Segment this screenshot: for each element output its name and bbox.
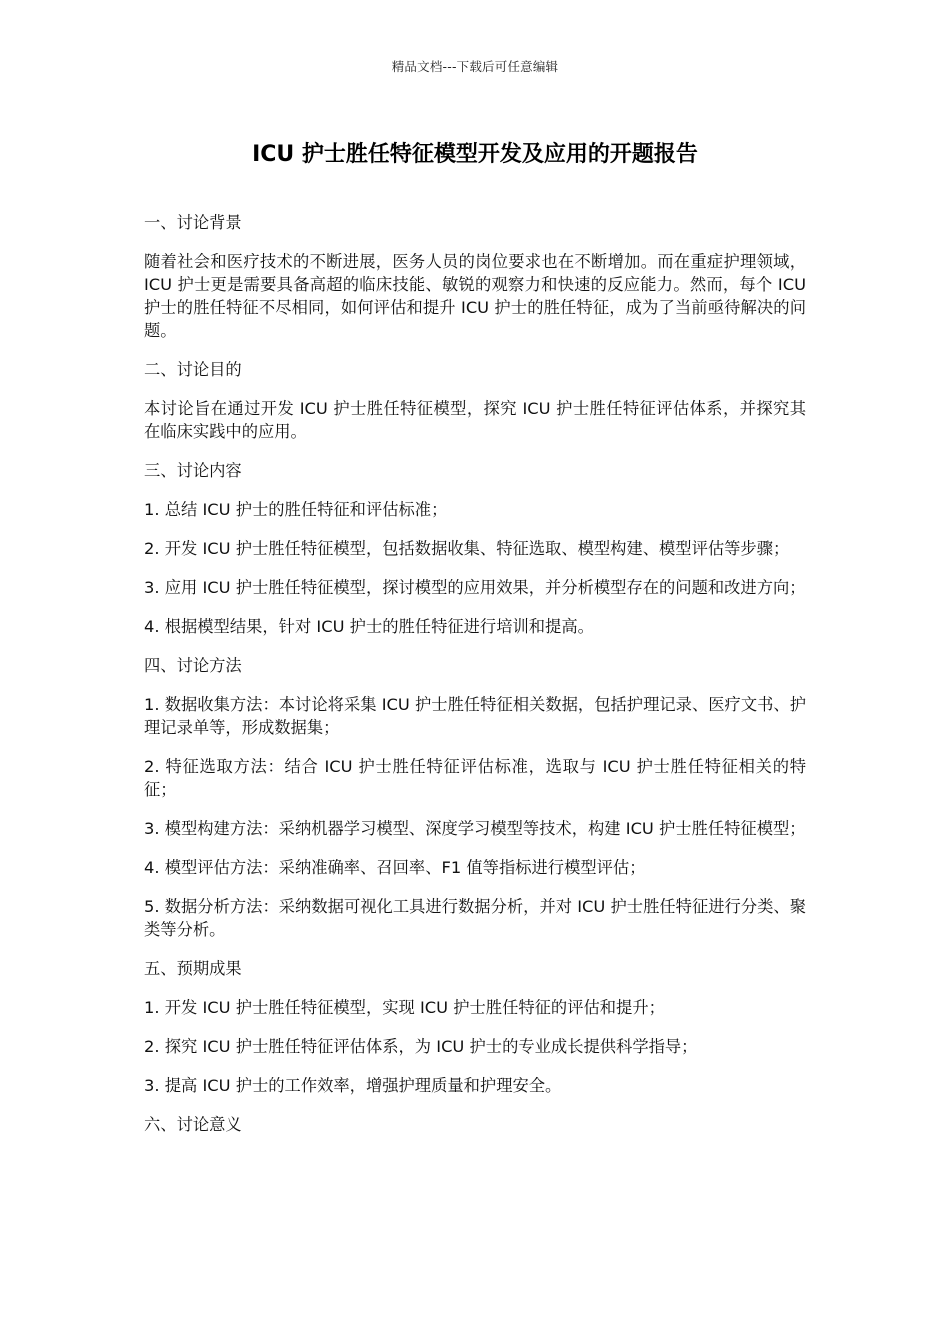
list-item: 4. 根据模型结果，针对 ICU 护士的胜任特征进行培训和提高。 [144, 617, 594, 636]
section-heading: 四、讨论方法 [144, 656, 242, 675]
section-background [144, 211, 806, 342]
paragraph: 本讨论旨在通过开发 ICU 护士胜任特征模型，探究 ICU 护士胜任特征评估体系，并探究其在临床实践中的应用。 [144, 399, 806, 441]
list-item: 1. 开发 ICU 护士胜任特征模型，实现 ICU 护士胜任特征的评估和提升； [144, 998, 665, 1017]
section-content [144, 459, 806, 638]
list-item: 5. 数据分析方法：采纳数据可视化工具进行数据分析，并对 ICU 护士胜任特征进行分类、聚类等分析。 [144, 897, 806, 939]
section-significance [144, 1113, 806, 1136]
list-item: 2. 特征选取方法：结合 ICU 护士胜任特征评估标准，选取与 ICU 护士胜任特征相关的特征； [144, 757, 806, 799]
section-heading: 三、讨论内容 [144, 461, 242, 480]
section-heading: 六、讨论意义 [144, 1115, 242, 1134]
list-item: 4. 模型评估方法：采纳准确率、召回率、F1 值等指标进行模型评估； [144, 858, 646, 877]
paragraph: 随着社会和医疗技术的不断进展，医务人员的岗位要求也在不断增加。而在重症护理领域，ICU 护士更是需要具备高超的临床技能、敏锐的观察力和快速的反应能力。然而，每个 ICU 护士的胜任特征不尽相同，如何评估和提升 ICU 护士的胜任特征，成为了当前亟待解决的问题。 [144, 252, 806, 340]
document-body [144, 211, 806, 1152]
section-heading: 五、预期成果 [144, 959, 242, 978]
document-title: ICU 护士胜任特征模型开发及应用的开题报告 [252, 142, 698, 167]
list-item: 2. 开发 ICU 护士胜任特征模型，包括数据收集、特征选取、模型构建、模型评估等步骤； [144, 539, 790, 558]
list-item: 2. 探究 ICU 护士胜任特征评估体系，为 ICU 护士的专业成长提供科学指导； [144, 1037, 698, 1056]
section-expected-results [144, 957, 806, 1097]
list-item: 3. 提高 ICU 护士的工作效率，增强护理质量和护理安全。 [144, 1076, 562, 1095]
list-item: 1. 总结 ICU 护士的胜任特征和评估标准； [144, 500, 448, 519]
page-header-note: 精品文档---下载后可任意编辑 [391, 59, 559, 74]
list-item: 3. 应用 ICU 护士胜任特征模型，探讨模型的应用效果，并分析模型存在的问题和改进方向； [144, 578, 806, 597]
section-heading: 二、讨论目的 [144, 360, 242, 379]
section-heading: 一、讨论背景 [144, 213, 242, 232]
section-methods [144, 654, 806, 941]
list-item: 1. 数据收集方法：本讨论将采集 ICU 护士胜任特征相关数据，包括护理记录、医疗文书、护理记录单等，形成数据集； [144, 695, 806, 737]
list-item: 3. 模型构建方法：采纳机器学习模型、深度学习模型等技术，构建 ICU 护士胜任特征模型； [144, 819, 806, 838]
section-purpose [144, 358, 806, 443]
